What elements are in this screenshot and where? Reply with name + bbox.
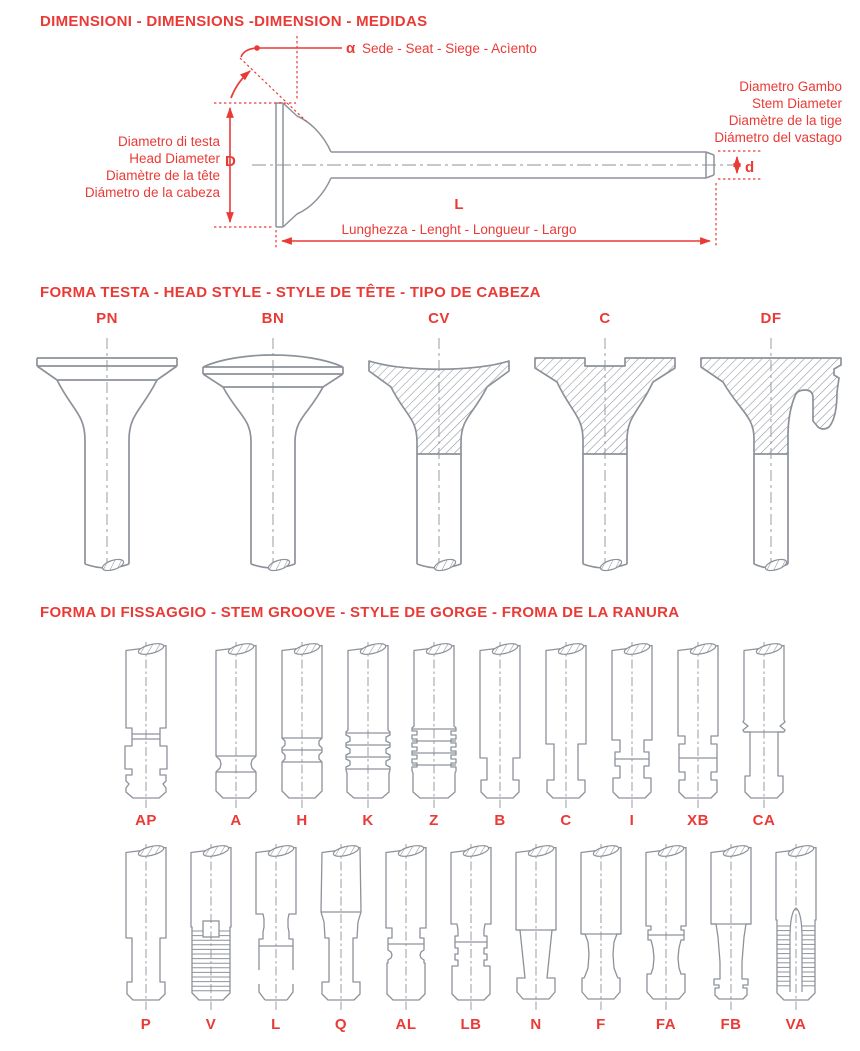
stem-diameter-label: Diamètre de la tige [728,113,842,128]
stem-groove-title: FORMA DI FISSAGGIO - STEM GROOVE - STYLE DE GORGE - FROMA DE LA RANURA [40,604,680,621]
stem-diameter-label: Diámetro del vastago [714,130,842,145]
seat-angle-arc [231,71,250,98]
head-style-title: FORMA TESTA - HEAD STYLE - STYLE DE TÊTE - TIPO DE CABEZA [40,284,541,301]
head-style-pn-drawing [27,336,187,574]
head-diameter-label: Diámetro de la cabeza [84,185,220,200]
stem-groove-xb-drawing [668,640,728,810]
stem-groove-label: A [230,812,242,829]
head-style-label: PN [96,310,118,327]
stem-groove-label: AL [395,1016,417,1033]
head-style-label: DF [760,310,782,327]
length-label: Lunghezza - Lenght - Longueur - Largo [341,222,577,237]
stem-groove-al-drawing [376,842,436,1012]
dim-symbol-L: L [454,196,464,213]
head-diameter-label: Head Diameter [129,151,220,166]
dim-symbol-D: D [225,153,236,170]
stem-groove-label: XB [687,812,709,829]
stem-groove-label: I [629,812,635,829]
dimensions-diagram [0,0,860,262]
stem-groove-n-drawing [506,842,566,1012]
stem-groove-label: Q [334,1016,348,1033]
stem-groove-fb-drawing [701,842,761,1012]
stem-groove-label: F [596,1016,606,1033]
seat-label: Sede - Seat - Siege - Acìento [362,41,537,56]
dimensions-title: DIMENSIONI - DIMENSIONS -DIMENSION - MEDIDAS [40,13,428,30]
stem-groove-ap-drawing [116,640,176,810]
stem-groove-f-drawing [571,842,631,1012]
stem-groove-fa-drawing [636,842,696,1012]
stem-diameter-label: Diametro Gambo [739,79,842,94]
stem-groove-h-drawing [272,640,332,810]
stem-groove-label: K [362,812,374,829]
stem-groove-l-drawing [246,842,306,1012]
stem-groove-label: L [271,1016,281,1033]
stem-groove-label: C [560,812,572,829]
stem-groove-label: B [494,812,506,829]
stem-groove-b-drawing [470,640,530,810]
head-style-label: BN [261,310,285,327]
head-style-label: CV [428,310,450,327]
stem-groove-lb-drawing [441,842,501,1012]
stem-groove-label: V [205,1016,217,1033]
seat-leader-dot [254,45,260,51]
construction-dotted-lines [214,36,762,248]
stem-groove-label: P [140,1016,152,1033]
stem-groove-label: H [296,812,308,829]
stem-groove-label: N [530,1016,542,1033]
stem-groove-q-drawing [311,842,371,1012]
head-style-bn-drawing [193,336,353,574]
stem-groove-label: Z [429,812,439,829]
stem-groove-label: AP [135,812,157,829]
stem-diameter-label: Stem Diameter [751,96,842,111]
dim-symbol-d: d [745,159,755,176]
stem-groove-k-drawing [338,640,398,810]
stem-groove-v-drawing [181,842,241,1012]
head-style-df-drawing [691,336,851,574]
head-style-label: C [599,310,611,327]
stem-groove-z-drawing [404,640,464,810]
stem-groove-p-drawing [116,842,176,1012]
stem-groove-c-drawing [536,640,596,810]
head-style-c-drawing [525,336,685,574]
stem-groove-label: FB [720,1016,742,1033]
head-diameter-label: Diamètre de la tête [105,168,220,183]
stem-groove-label: LB [460,1016,482,1033]
head-style-cv-drawing [359,336,519,574]
stem-groove-label: VA [785,1016,807,1033]
stem-groove-ca-drawing [734,640,794,810]
dim-symbol-alpha: α [346,40,356,57]
stem-groove-a-drawing [206,640,266,810]
head-diameter-label: Diametro di testa [117,134,220,149]
stem-groove-i-drawing [602,640,662,810]
stem-groove-label: FA [655,1016,677,1033]
stem-groove-label: CA [752,812,776,829]
stem-groove-va-drawing [766,842,826,1012]
